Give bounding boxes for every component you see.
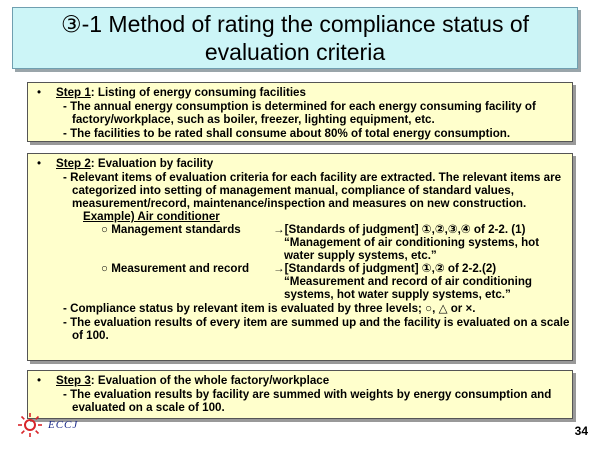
step3-panel	[27, 370, 573, 419]
step1-item: - The annual energy consumption is determined for each energy consuming facility of factory/workplace, such as boiler, freezer, lighting equipment, etc.	[63, 100, 536, 126]
page-title: ③-1 Method of rating the compliance status of evaluation criteria	[60, 11, 530, 65]
step1-item: - The facilities to be rated shall consume about 80% of total energy consumption.	[63, 127, 511, 140]
eccj-logo	[17, 412, 87, 438]
criteria-row	[28, 223, 572, 262]
step3-label: Step 3	[56, 374, 91, 387]
step3-heading-line	[28, 374, 572, 387]
step2-panel	[27, 153, 573, 361]
step1-heading: : Listing of energy consuming facilities	[90, 86, 306, 99]
page-number: 34	[574, 424, 588, 438]
example-label: Example) Air conditioner	[83, 210, 220, 223]
step2-intro: - Relevant items of evaluation criteria for each facility are extracted. The relevant items are categorized into setting of management manual, compliance of standard values, measurement/record, maintenance/inspection and measures on new construction.	[63, 171, 562, 210]
step2-item: - Compliance status by relevant item is evaluated by three levels; ○, △ or ×.	[63, 302, 476, 315]
step3-heading: : Evaluation of the whole factory/workplace	[90, 374, 330, 387]
step1-heading-line	[28, 86, 572, 99]
criteria-value: →[Standards of judgment] ①,②,③,④ of 2-2. (1) “Management of air conditioning systems, hot water supply systems, etc.”	[273, 223, 540, 262]
criteria-row	[28, 262, 572, 301]
step2-label: Step 2	[56, 157, 91, 170]
title-box	[12, 7, 578, 69]
step3-item: - The evaluation results by facility are summed with weights by energy consumption and evaluated on a scale of 100.	[63, 388, 552, 414]
eccj-sun-icon	[17, 412, 47, 438]
bullet-icon: •	[37, 86, 42, 99]
step1-panel	[27, 82, 573, 142]
step2-heading: : Evaluation by facility	[90, 157, 214, 170]
step1-label: Step 1	[56, 86, 91, 99]
criteria-label: ○ Management standards	[101, 223, 241, 236]
bullet-icon: •	[37, 157, 42, 170]
bullet-icon: •	[37, 374, 42, 387]
eccj-logo-text: ECCJ	[48, 419, 79, 431]
step2-heading-line	[28, 157, 572, 170]
example-heading	[28, 210, 572, 223]
step2-item: - The evaluation results of every item are summed up and the facility is evaluated on a scale of 100.	[63, 316, 570, 342]
criteria-label: ○ Measurement and record	[101, 262, 250, 275]
criteria-value: →[Standards of judgment] ①,② of 2-2.(2) “Measurement and record of air conditioning systems, hot water supply systems, etc.”	[273, 262, 533, 301]
